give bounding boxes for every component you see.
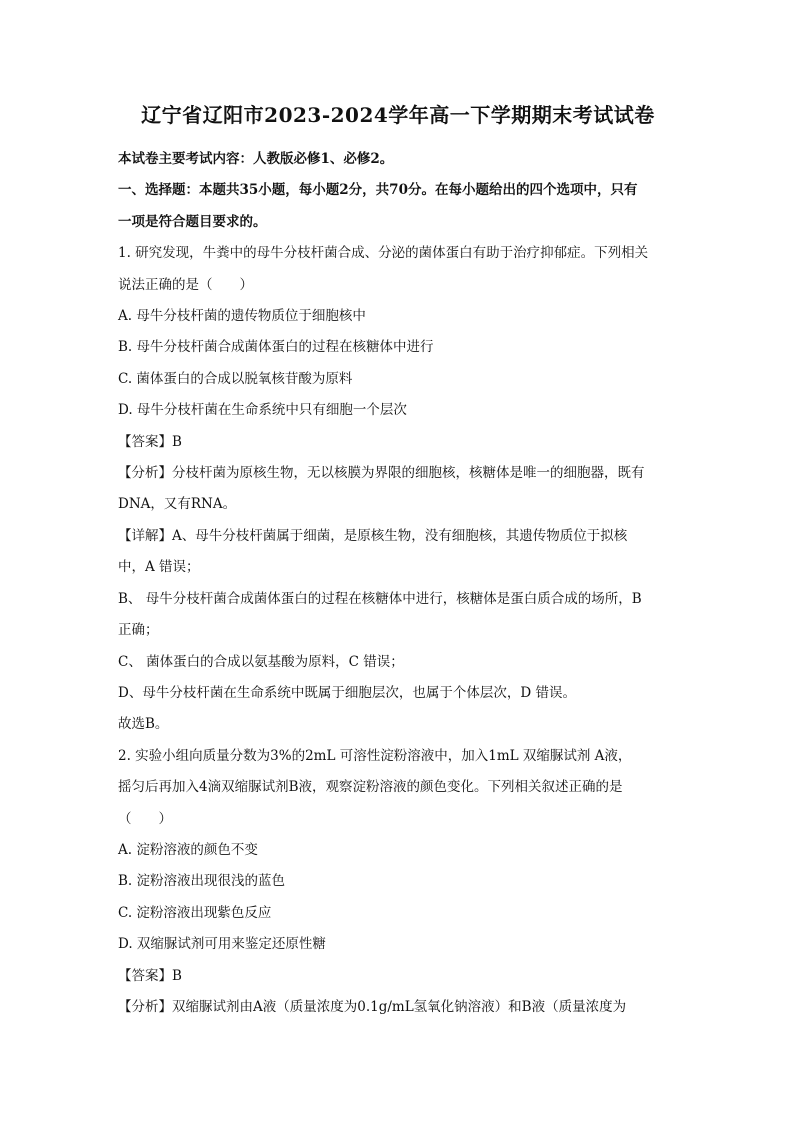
- q2-answer: 【答案】B: [118, 967, 182, 984]
- q1-option-c: C. 菌体蛋白的合成以脱氧核苷酸为原料: [118, 370, 353, 387]
- q2-option-a: A. 淀粉溶液的颜色不变: [118, 841, 258, 858]
- q1-option-a: A. 母牛分枝杆菌的遗传物质位于细胞核中: [118, 308, 366, 325]
- q1-stem-line-2: 说法正确的是（ ）: [118, 276, 253, 293]
- exam-page: [118, 100, 678, 1023]
- exam-scope: 本试卷主要考试内容：人教版必修1、必修2。: [118, 151, 394, 167]
- question-2: [118, 741, 678, 1024]
- q2-stem-line-3: （ ）: [118, 810, 172, 827]
- q1-option-d: D. 母牛分枝杆菌在生命系统中只有细胞一个层次: [118, 402, 407, 419]
- q1-answer: 【答案】B: [118, 433, 182, 450]
- q1-detail-line-2: 中，A 错误；: [118, 559, 200, 576]
- q1-analysis-line-1: 【分析】分枝杆菌为原核生物，无以核膜为界限的细胞核，核糖体是唯一的细胞器，既有: [118, 465, 645, 482]
- q2-option-c: C. 淀粉溶液出现紫色反应: [118, 904, 272, 921]
- q2-stem-line-1: 2. 实验小组向质量分数为3%的2mL 可溶性淀粉溶液中，加入1mL 双缩脲试剂 A液，: [118, 747, 632, 764]
- q1-detail-line-1: 【详解】A、母牛分枝杆菌属于细菌，是原核生物，没有细胞核，其遗传物质位于拟核: [118, 527, 628, 544]
- section-heading-line-2: 一项是符合题目要求的。: [118, 213, 267, 230]
- q1-detail-line-3: B、 母牛分枝杆菌合成菌体蛋白的过程在核糖体中进行，核糖体是蛋白质合成的场所，B: [118, 590, 642, 607]
- q2-analysis-line-1: 【分析】双缩脲试剂由A液（质量浓度为0.1g/mL氢氧化钠溶液）和B液（质量浓度为: [118, 998, 627, 1015]
- q1-detail-line-5: C、 菌体蛋白的合成以氨基酸为原料，C 错误；: [118, 653, 404, 670]
- q1-conclusion: 故选B。: [118, 716, 169, 733]
- question-1: [118, 238, 678, 741]
- q2-option-b: B. 淀粉溶液出现很浅的蓝色: [118, 873, 286, 890]
- q1-analysis-line-2: DNA，又有RNA。: [118, 496, 237, 513]
- q1-detail-line-6: D、母牛分枝杆菌在生命系统中既属于细胞层次，也属于个体层次，D 错误。: [118, 684, 576, 701]
- q1-option-b: B. 母牛分枝杆菌合成菌体蛋白的过程在核糖体中进行: [118, 339, 434, 356]
- q2-stem-line-2: 摇匀后再加入4滴双缩脲试剂B液，观察淀粉溶液的颜色变化。下列相关叙述正确的是: [118, 779, 623, 796]
- q1-detail-line-4: 正确；: [118, 622, 159, 639]
- q2-option-d: D. 双缩脲试剂可用来鉴定还原性糖: [118, 936, 326, 953]
- q1-stem-line-1: 1. 研究发现，牛粪中的母牛分枝杆菌合成、分泌的菌体蛋白有助于治疗抑郁症。下列相关: [118, 245, 649, 262]
- section-heading-line-1: 一、选择题：本题共35小题，每小题2分，共70分。在每小题给出的四个选项中，只有: [118, 182, 638, 199]
- exam-title: 辽宁省辽阳市2023-2024学年高一下学期期末考试试卷: [141, 103, 655, 127]
